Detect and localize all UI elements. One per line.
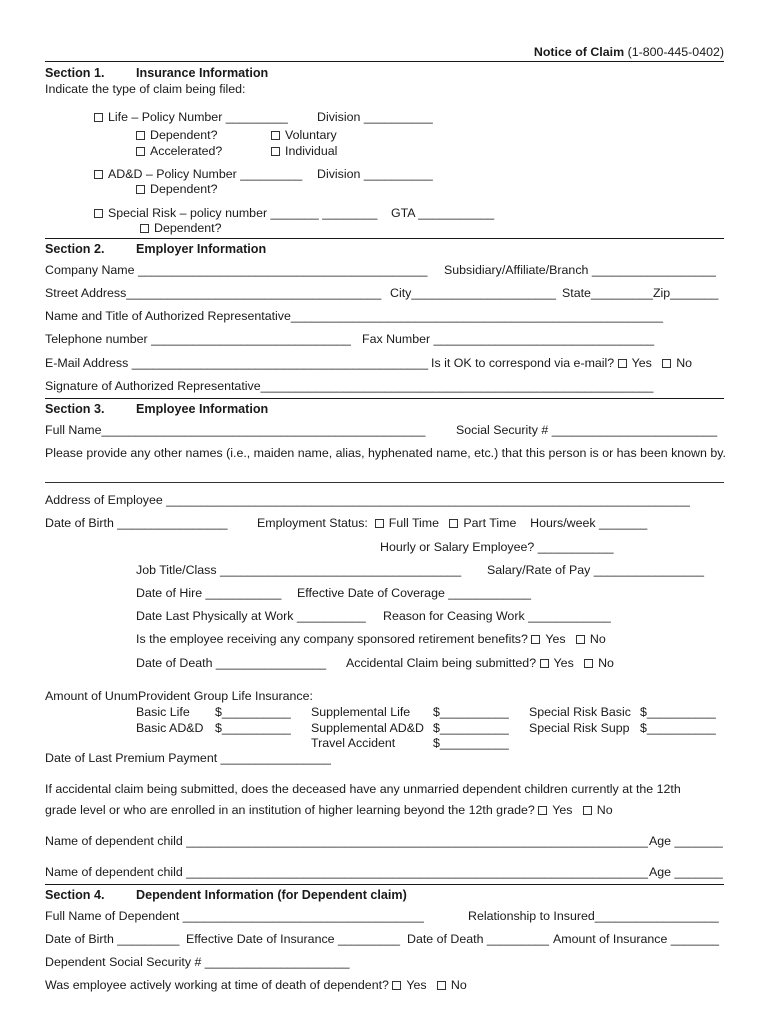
children-yes-checkbox[interactable] (538, 806, 547, 815)
part-time-checkbox[interactable] (449, 519, 458, 528)
special-dependent-option: Dependent? (140, 221, 222, 235)
accidental-no-checkbox[interactable] (584, 659, 593, 668)
dependent-child-1-field[interactable]: Name of dependent child ___________________________________________________________________ (45, 834, 648, 848)
add-dependent-checkbox[interactable] (136, 185, 145, 194)
gta-field[interactable]: GTA ___________ (391, 206, 495, 220)
relationship-field[interactable]: Relationship to Insured__________________ (468, 909, 719, 923)
other-names-question: Please provide any other names (i.e., maiden name, alias, hyphenated name, etc.) that this person is or has been known by. (45, 446, 726, 460)
basic-add-label: Basic AD&D (136, 721, 204, 735)
life-dependent-option: Dependent? (136, 128, 218, 142)
life-checkbox[interactable] (94, 113, 103, 122)
full-time-checkbox[interactable] (375, 519, 384, 528)
add-dependent-option: Dependent? (136, 182, 218, 196)
dependent-children-question-line1: If accidental claim being submitted, does the deceased have any unmarried dependent children currently at the 12th (45, 782, 681, 796)
insurance-amount-field[interactable]: Amount of Insurance _______ (553, 932, 720, 946)
employee-address-field[interactable]: Address of Employee ____________________________________________________________________________ (45, 493, 690, 507)
retirement-yes-checkbox[interactable] (531, 635, 540, 644)
add-division-field[interactable]: Division __________ (317, 167, 433, 181)
form-title: Notice of Claim (533, 45, 625, 59)
working-yes-checkbox[interactable] (392, 981, 401, 990)
employee-dob-field[interactable]: Date of Birth ________________ (45, 516, 228, 530)
telephone-field[interactable]: Telephone number _____________________________ (45, 332, 351, 346)
dependent-child-2-age[interactable]: Age _______ (649, 865, 723, 879)
life-dependent-checkbox[interactable] (136, 131, 145, 140)
state-zip-field[interactable]: State_________Zip_______ (562, 286, 719, 300)
supp-life-label: Supplemental Life (311, 705, 411, 719)
section4-number: Section 4. (45, 888, 105, 902)
dependent-ssn-field[interactable]: Dependent Social Security # _____________________ (45, 955, 350, 969)
last-work-date-field[interactable]: Date Last Physically at Work __________ (136, 609, 366, 623)
life-policy-label[interactable]: Life – Policy Number _________ (108, 110, 288, 124)
claim-type-instruction: Indicate the type of claim being filed: (45, 82, 246, 96)
accidental-yes-checkbox[interactable] (540, 659, 549, 668)
rule-top (45, 61, 724, 62)
supp-add-amount[interactable]: $__________ (433, 721, 509, 735)
section3-number: Section 3. (45, 402, 105, 416)
rule-section4 (45, 884, 724, 885)
effective-insurance-field[interactable]: Effective Date of Insurance _________ (186, 932, 401, 946)
special-supp-label: Special Risk Supp (529, 721, 630, 735)
last-premium-field[interactable]: Date of Last Premium Payment ________________ (45, 751, 331, 765)
employment-status: Employment Status: Full Time Part Time Hours/week _______ (257, 516, 648, 530)
individual-checkbox[interactable] (271, 147, 280, 156)
job-title-field[interactable]: Job Title/Class ___________________________________ (136, 563, 462, 577)
dependent-child-2-field[interactable]: Name of dependent child ___________________________________________________________________ (45, 865, 648, 879)
date-of-hire-field[interactable]: Date of Hire ___________ (136, 586, 282, 600)
basic-life-amount[interactable]: $__________ (215, 705, 291, 719)
actively-working-question: Was employee actively working at time of death of dependent? Yes No (45, 978, 467, 992)
special-risk-option (94, 206, 377, 220)
section1-title: Insurance Information (136, 66, 269, 80)
company-name-field[interactable]: Company Name __________________________________________ (45, 263, 428, 277)
add-checkbox[interactable] (94, 170, 103, 179)
individual-option: Individual (271, 144, 337, 158)
section2-number: Section 2. (45, 242, 105, 256)
dependent-children-question-line2: grade level or who are enrolled in an institution of higher learning beyond the 12th grade? Yes No (45, 803, 613, 817)
section3-title: Employee Information (136, 402, 269, 416)
salary-field[interactable]: Salary/Rate of Pay ________________ (487, 563, 705, 577)
date-of-death-field[interactable]: Date of Death ________________ (136, 656, 327, 670)
working-no-checkbox[interactable] (437, 981, 446, 990)
email-yes-checkbox[interactable] (618, 359, 627, 368)
life-claim-option (94, 110, 288, 124)
other-names-line[interactable] (45, 482, 724, 483)
claim-phone: (1-800-445-0402) (627, 45, 724, 59)
ceasing-reason-field[interactable]: Reason for Ceasing Work ____________ (383, 609, 611, 623)
voluntary-checkbox[interactable] (271, 131, 280, 140)
section2-title: Employer Information (136, 242, 267, 256)
special-basic-amount[interactable]: $__________ (640, 705, 716, 719)
effective-coverage-field[interactable]: Effective Date of Coverage ____________ (297, 586, 531, 600)
special-risk-checkbox[interactable] (94, 209, 103, 218)
basic-add-amount[interactable]: $__________ (215, 721, 291, 735)
special-supp-amount[interactable]: $__________ (640, 721, 716, 735)
add-claim-option (94, 167, 302, 181)
subsidiary-field[interactable]: Subsidiary/Affiliate/Branch __________________ (444, 263, 716, 277)
employee-full-name-field[interactable]: Full Name_______________________________________________ (45, 423, 426, 437)
accelerated-checkbox[interactable] (136, 147, 145, 156)
email-ok-question: Is it OK to correspond via e-mail? Yes No (431, 356, 693, 370)
special-basic-label: Special Risk Basic (529, 705, 631, 719)
special-dependent-checkbox[interactable] (140, 224, 149, 233)
city-field[interactable]: City_____________________ (390, 286, 557, 300)
accidental-claim-question: Accidental Claim being submitted? Yes No (346, 656, 614, 670)
basic-life-label: Basic Life (136, 705, 190, 719)
section4-title: Dependent Information (for Dependent claim) (136, 888, 407, 902)
add-policy-label[interactable]: AD&D – Policy Number _________ (108, 167, 303, 181)
retirement-no-checkbox[interactable] (576, 635, 585, 644)
retirement-question: Is the employee receiving any company sponsored retirement benefits? Yes No (136, 632, 606, 646)
travel-accident-amount[interactable]: $__________ (433, 736, 509, 750)
dependent-dob-field[interactable]: Date of Birth _________ (45, 932, 180, 946)
authorized-rep-field[interactable]: Name and Title of Authorized Representative______________________________________________________ (45, 309, 664, 323)
dependent-death-date-field[interactable]: Date of Death _________ (407, 932, 549, 946)
insurance-amount-heading: Amount of UnumProvident Group Life Insurance: (45, 689, 313, 703)
section1-number: Section 1. (45, 66, 105, 80)
hourly-salary-field[interactable]: Hourly or Salary Employee? ___________ (380, 540, 614, 554)
email-field[interactable]: E-Mail Address ___________________________________________ (45, 356, 429, 370)
supp-add-label: Supplemental AD&D (311, 721, 424, 735)
fax-field[interactable]: Fax Number ________________________________ (362, 332, 655, 346)
hours-week-field[interactable]: Hours/week _______ (530, 516, 648, 530)
voluntary-option: Voluntary (271, 128, 337, 142)
rule-section2 (45, 238, 724, 239)
dependent-full-name-field[interactable]: Full Name of Dependent ___________________________________ (45, 909, 424, 923)
special-risk-label[interactable]: Special Risk – policy number _______ ________ (108, 206, 378, 220)
employee-ssn-field[interactable]: Social Security # ________________________ (456, 423, 718, 437)
email-no-checkbox[interactable] (662, 359, 671, 368)
street-address-field[interactable]: Street Address_____________________________________ (45, 286, 382, 300)
life-division-field[interactable]: Division __________ (317, 110, 433, 124)
accelerated-option: Accelerated? (136, 144, 222, 158)
travel-accident-label: Travel Accident (311, 736, 396, 750)
signature-field[interactable]: Signature of Authorized Representative_________________________________________________________ (45, 379, 654, 393)
form-header (534, 45, 724, 59)
dependent-child-1-age[interactable]: Age _______ (649, 834, 723, 848)
supp-life-amount[interactable]: $__________ (433, 705, 509, 719)
children-no-checkbox[interactable] (583, 806, 592, 815)
rule-section3 (45, 398, 724, 399)
